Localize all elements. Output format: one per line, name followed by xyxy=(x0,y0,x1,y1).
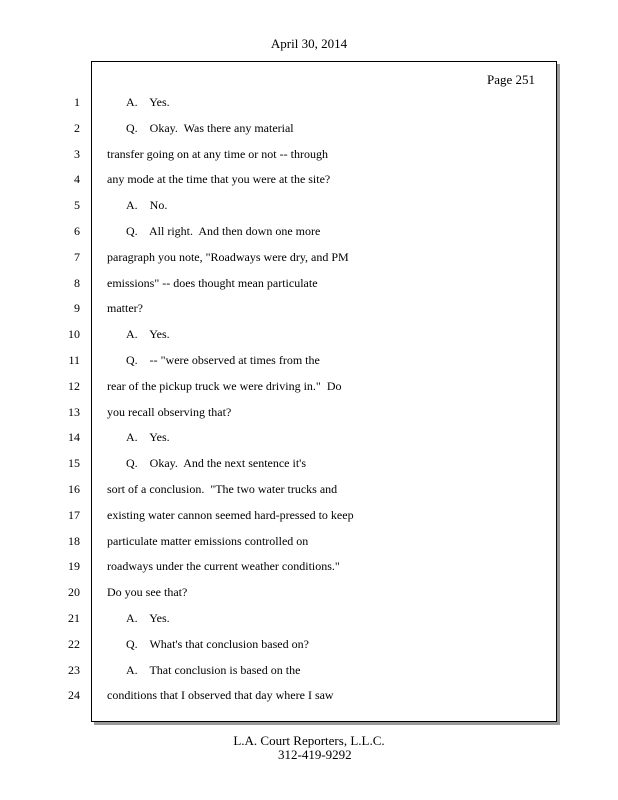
line-number: 21 xyxy=(68,611,80,625)
line-text: Q. -- "were observed at times from the xyxy=(126,353,320,367)
line-text: you recall observing that? xyxy=(107,404,232,419)
line-number: 11 xyxy=(68,353,80,367)
page-number: Page 251 xyxy=(486,72,535,87)
line-text: A. No. xyxy=(126,198,168,213)
line-number: 22 xyxy=(68,636,80,651)
line-number: 10 xyxy=(68,327,80,342)
line-text: emissions" -- does thought mean particulate xyxy=(107,275,318,290)
line-number: 7 xyxy=(74,249,80,264)
line-text: transfer going on at any time or not -- through xyxy=(107,146,328,161)
line-number: 16 xyxy=(68,482,80,496)
line-number: 2 xyxy=(74,120,80,135)
line-text: matter? xyxy=(107,301,143,316)
line-number: 24 xyxy=(68,688,80,703)
line-text: Q. All right. And then down one more xyxy=(126,224,321,238)
line-text: A. Yes. xyxy=(126,95,170,109)
footer-company: L.A. Court Reporters, L.L.C. xyxy=(233,733,385,748)
line-number: 3 xyxy=(74,146,80,161)
line-text: Q. Okay. And the next sentence it's xyxy=(126,456,307,471)
line-number: 20 xyxy=(68,585,80,600)
line-text: particulate matter emissions controlled on xyxy=(107,533,309,548)
line-number: 5 xyxy=(74,198,80,213)
line-text: roadways under the current weather conditions." xyxy=(107,559,340,574)
line-text: Q. Okay. Was there any material xyxy=(126,120,294,135)
line-number: 12 xyxy=(68,378,80,393)
line-text: A. That conclusion is based on the xyxy=(126,662,301,677)
line-number: 15 xyxy=(68,456,80,471)
footer-phone: 312-419-9292 xyxy=(278,747,352,762)
line-text: A. Yes. xyxy=(126,611,170,625)
line-number: 23 xyxy=(68,662,80,677)
line-number: 6 xyxy=(74,224,80,238)
line-number: 13 xyxy=(68,404,80,419)
line-number: 18 xyxy=(68,533,80,548)
line-number: 9 xyxy=(74,301,80,316)
line-number: 14 xyxy=(68,430,80,445)
line-number: 19 xyxy=(68,559,80,574)
line-text: existing water cannon seemed hard-pressed to keep xyxy=(107,507,354,522)
header-date: April 30, 2014 xyxy=(270,36,348,51)
line-text: Q. What's that conclusion based on? xyxy=(126,636,309,651)
line-text: rear of the pickup truck we were driving in." Do xyxy=(107,378,342,393)
line-text: sort of a conclusion. "The two water trucks and xyxy=(107,482,338,496)
line-text: A. Yes. xyxy=(126,430,170,445)
line-text: any mode at the time that you were at the site? xyxy=(107,172,331,187)
line-number: 17 xyxy=(68,507,80,522)
line-text: conditions that I observed that day where I saw xyxy=(107,688,334,703)
line-number: 4 xyxy=(74,172,80,187)
line-text: paragraph you note, "Roadways were dry, and PM xyxy=(107,249,349,264)
line-number: 8 xyxy=(74,275,80,290)
line-text: Do you see that? xyxy=(107,585,188,600)
line-text: A. Yes. xyxy=(126,327,170,342)
line-number: 1 xyxy=(74,95,80,109)
